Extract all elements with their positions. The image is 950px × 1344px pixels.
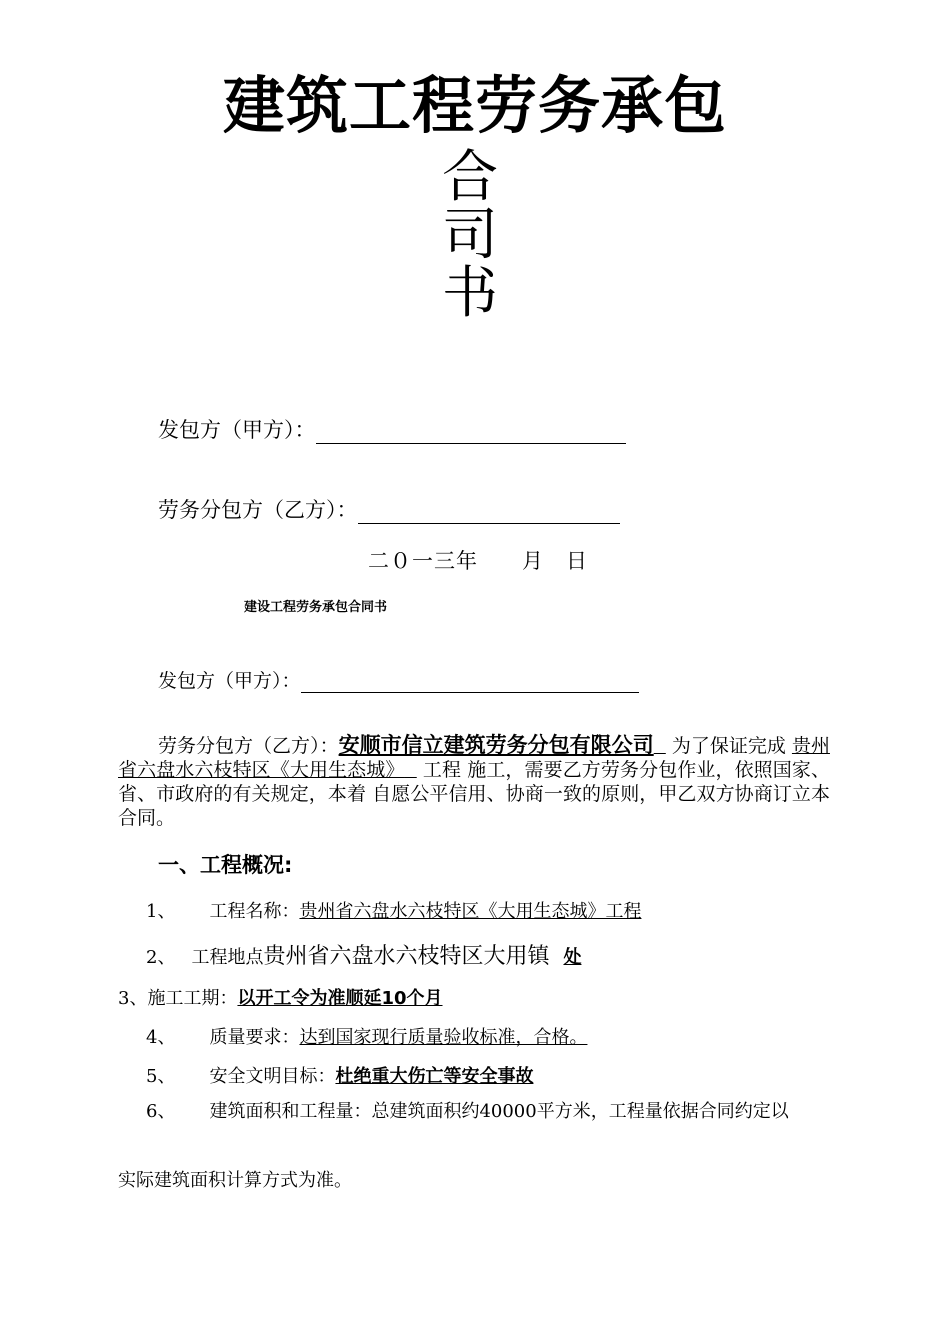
contract-party-b-label: 劳务分包方（乙方）：: [158, 735, 339, 757]
cover-party-a-label: 发包方（甲方）：: [158, 418, 316, 442]
contract-intro-1: 为了保证完成: [671, 735, 786, 757]
contract-party-a-row: [158, 666, 639, 693]
item-3-label: 施工工期：: [147, 988, 238, 1009]
item-3-num: 3、: [118, 988, 148, 1009]
item-3: [118, 984, 443, 1010]
item-2-label: 工程地点: [191, 947, 264, 968]
item-4-label: 质量要求：: [209, 1027, 300, 1048]
item-4-num: 4、: [146, 1027, 176, 1048]
cover-party-b-label: 劳务分包方（乙方）：: [158, 498, 358, 522]
section-1-title: 一、工程概况:: [158, 853, 293, 877]
item-1: [146, 897, 641, 923]
contract-party-b-name: 安顺市信立建筑劳务分包有限公司: [338, 733, 654, 757]
item-2-value: 贵州省六盘水六枝特区大用镇: [263, 944, 550, 969]
item-1-num: 1、: [146, 901, 176, 922]
item-4-value: 达到国家现行质量验收标准，合格。: [299, 1027, 588, 1048]
cover-title-char-1: 合: [442, 145, 498, 210]
cover-party-b-row: [158, 494, 620, 524]
item-5-num: 5、: [146, 1066, 176, 1087]
contract-intro-paragraph: [118, 733, 830, 830]
item-6-label: 建筑面积和工程量：: [209, 1101, 372, 1122]
item-3-value: 以开工令为准顺延10个月: [237, 988, 443, 1009]
item-5: [146, 1062, 533, 1088]
contract-party-a-label: 发包方（甲方）：: [158, 670, 301, 692]
item-6-num: 6、: [146, 1101, 176, 1122]
contract-intro-2: 工程 施工，需要乙方劳务分包作业，依照国家、省、市政府的有关规定，本着 自愿公平信用、协商一致的原则，甲乙双方协商订立本合同。: [118, 759, 830, 829]
item-5-value: 杜绝重大伤亡等安全事故: [335, 1066, 534, 1087]
contract-subtitle: 建设工程劳务承包合同书: [244, 600, 388, 615]
item-1-value: 贵州省六盘水六枝特区《大用生态城》工程: [299, 901, 642, 922]
item-5-label: 安全文明目标：: [209, 1066, 336, 1087]
cover-party-a-row: [158, 414, 626, 444]
contract-project-name: 贵州省六盘水六枝特区《大用生态城》: [118, 735, 830, 781]
cover-party-b-blank: [358, 501, 620, 524]
cover-title-char-3: 书: [442, 261, 498, 326]
item-6-continuation: 实际建筑面积计算方式为准。: [118, 1170, 352, 1191]
cover-title: 建筑工程劳务承包: [222, 69, 727, 142]
cover-date: 二０一三年 月 日: [368, 549, 588, 573]
contract-party-a-blank: [301, 670, 639, 693]
cover-title-char-2: 司: [442, 203, 498, 268]
item-4: [146, 1023, 587, 1049]
item-1-label: 工程名称：: [209, 901, 300, 922]
item-2: [146, 939, 581, 970]
item-6-value: 总建筑面积约40000平方米，工程量依据合同约定以: [371, 1101, 789, 1122]
item-2-extra: 处: [563, 947, 582, 968]
cover-party-a-blank: [316, 421, 626, 444]
item-6: [118, 1101, 830, 1123]
item-2-num: 2、: [146, 947, 176, 968]
